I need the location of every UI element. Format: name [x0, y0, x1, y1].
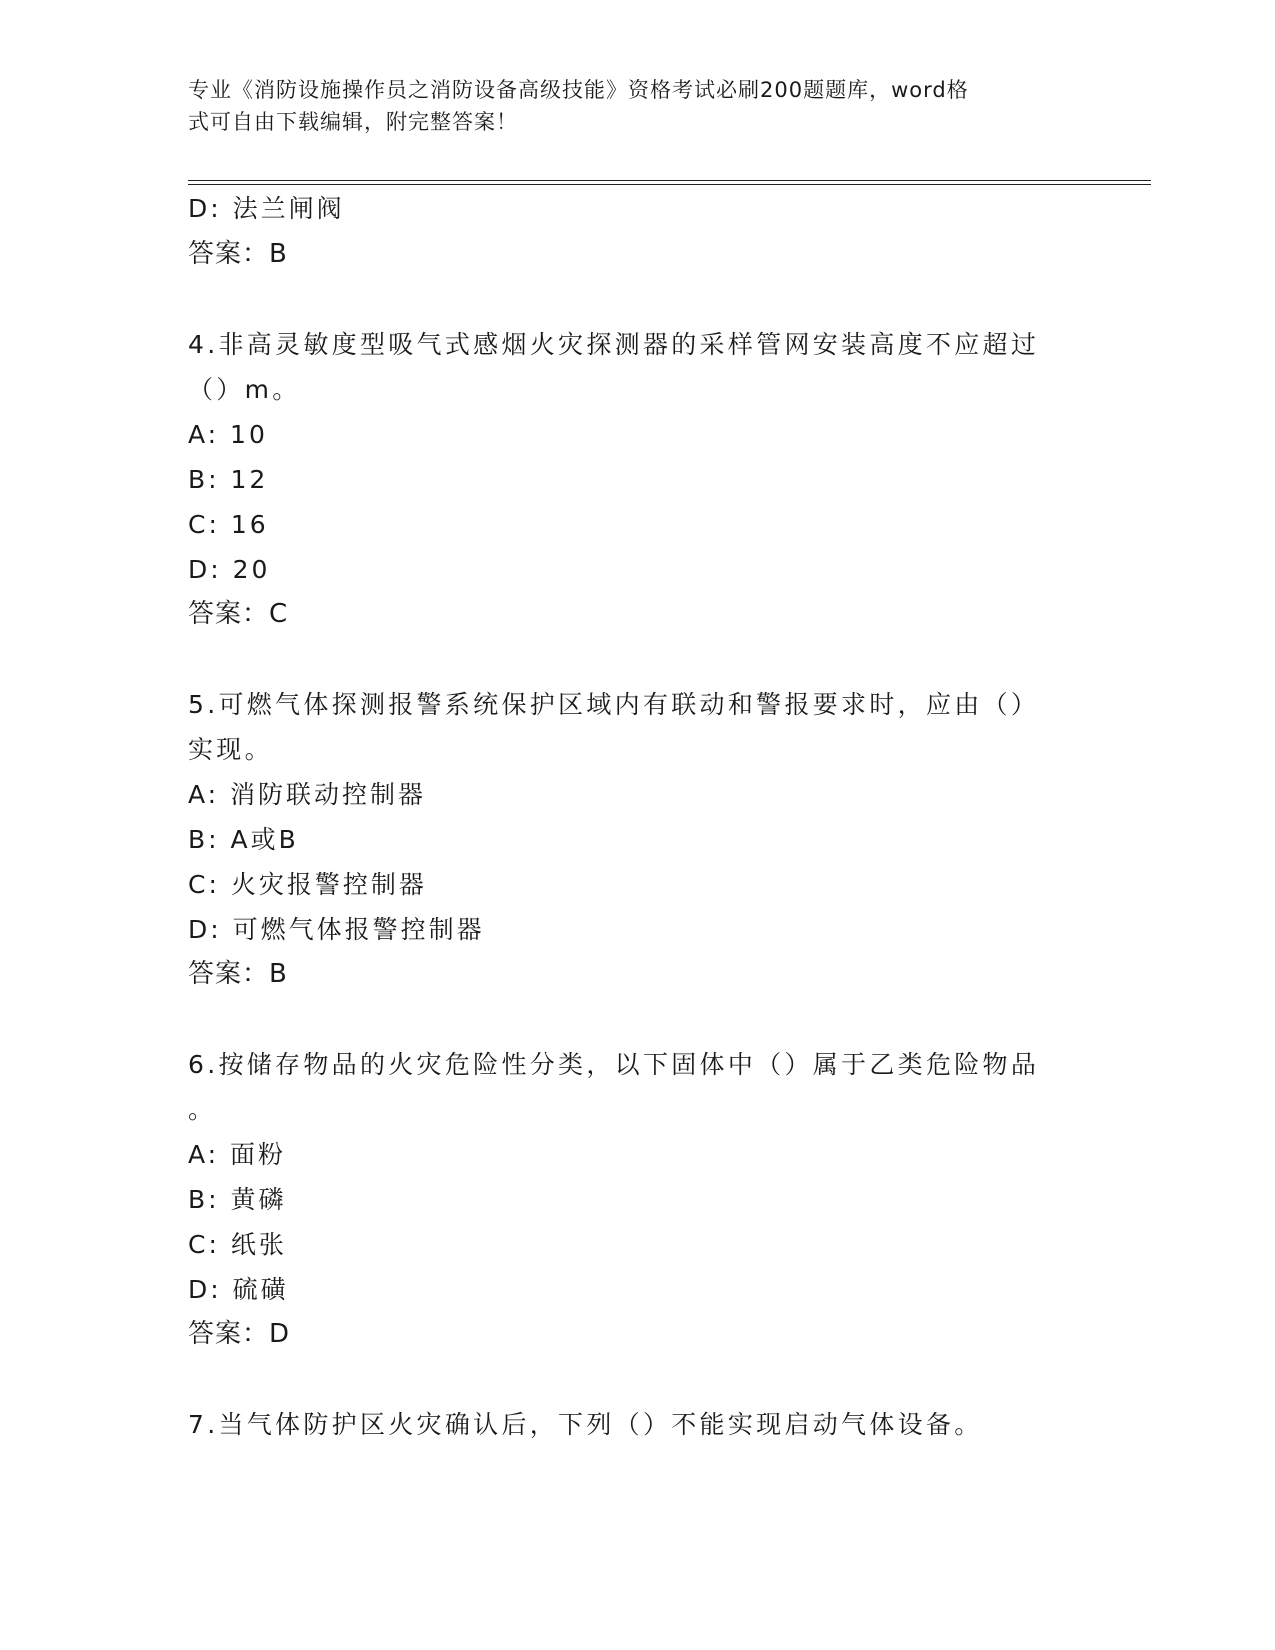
q4-option-c: C: 16	[188, 510, 269, 539]
document-header	[188, 74, 1068, 138]
header-line-1: 专业《消防设施操作员之消防设备高级技能》资格考试必刷200题题库，word格	[188, 78, 969, 102]
q6-answer: 答案：D	[188, 1319, 291, 1349]
q4-text-line-2: （）m。	[188, 375, 301, 404]
q6-option-c: C: 纸张	[188, 1230, 287, 1259]
q4-option-d: D: 20	[188, 555, 271, 584]
q4-option-a: A: 10	[188, 420, 268, 449]
q3-option-d: D: 法兰闸阀	[188, 194, 345, 223]
q6-option-d: D: 硫磺	[188, 1275, 289, 1304]
q5-option-b: B: A或B	[188, 825, 299, 854]
q6-option-a: A: 面粉	[188, 1140, 287, 1169]
q4-answer: 答案：C	[188, 599, 289, 629]
q4-option-b: B: 12	[188, 465, 269, 494]
header-divider-top	[188, 180, 1151, 181]
q6-text-line-2: 。	[188, 1095, 217, 1124]
q5-text-line-1: 5.可燃气体探测报警系统保护区域内有联动和警报要求时，应由（）	[188, 690, 1040, 719]
q3-answer: 答案：B	[188, 239, 288, 269]
q6-option-b: B: 黄磷	[188, 1185, 287, 1214]
q6-text-line-1: 6.按储存物品的火灾危险性分类，以下固体中（）属于乙类危险物品	[188, 1050, 1040, 1079]
q5-option-c: C: 火灾报警控制器	[188, 870, 427, 899]
q5-answer: 答案：B	[188, 959, 288, 989]
header-line-2: 式可自由下载编辑，附完整答案！	[188, 110, 518, 134]
header-divider-bottom	[188, 184, 1151, 185]
q5-text-line-2: 实现。	[188, 735, 273, 764]
q4-text-line-1: 4.非高灵敏度型吸气式感烟火灾探测器的采样管网安装高度不应超过	[188, 330, 1040, 359]
q7-text-line-1: 7.当气体防护区火灾确认后，下列（）不能实现启动气体设备。	[188, 1410, 983, 1439]
q5-option-d: D: 可燃气体报警控制器	[188, 915, 485, 944]
q5-option-a: A: 消防联动控制器	[188, 780, 427, 809]
